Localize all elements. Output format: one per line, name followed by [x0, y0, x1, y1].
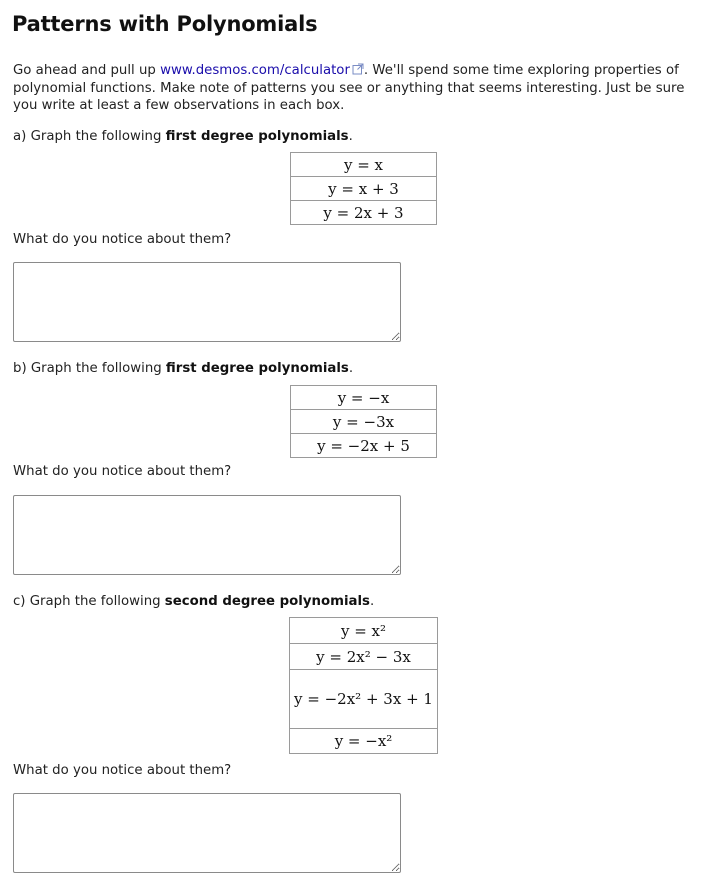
part-c-prompt	[13, 594, 374, 609]
intro-paragraph	[13, 62, 703, 115]
part-c-question: What do you notice about them?	[13, 763, 232, 778]
part-b-prompt	[13, 361, 353, 376]
intro-text-start: Go ahead and pull up	[13, 63, 161, 78]
part-a-equation-table	[290, 152, 437, 225]
part-a-answer-box[interactable]	[13, 262, 401, 342]
desmos-link[interactable]: www.desmos.com/calculator	[160, 63, 350, 78]
equation-cell: y = −3x	[291, 410, 437, 434]
part-b-question: What do you notice about them?	[13, 464, 232, 479]
part-a-prefix: a) Graph the following	[13, 129, 166, 144]
equation-cell: y = −x²	[290, 729, 438, 754]
part-a-prompt	[13, 129, 353, 144]
part-a-bold: first degree polynomials	[165, 129, 349, 144]
part-b-suffix: .	[348, 361, 354, 376]
equation-cell: y = 2x + 3	[291, 201, 437, 225]
part-c-prefix: c) Graph the following	[13, 594, 165, 609]
equation-cell: y = x + 3	[291, 177, 437, 201]
part-c-suffix: .	[369, 594, 375, 609]
part-b-equation-table	[290, 385, 437, 458]
page-title: Patterns with Polynomials	[12, 12, 318, 36]
part-c-answer-box[interactable]	[13, 793, 401, 873]
equation-cell: y = −x	[291, 386, 437, 410]
part-a-question: What do you notice about them?	[13, 232, 232, 247]
part-c-equation-table	[289, 617, 438, 754]
equation-cell: y = −2x + 5	[291, 434, 437, 458]
equation-cell: y = x	[291, 153, 437, 177]
part-b-answer-box[interactable]	[13, 495, 401, 575]
external-link-icon[interactable]	[352, 63, 364, 75]
intro-text-end: . We'll spend some time exploring properties of polynomial functions. Make note of patterns you see or anything that seems interesting. Just be sure you write at least a few observations in each box.	[13, 63, 685, 113]
part-b-prefix: b) Graph the following	[13, 361, 166, 376]
equation-cell: y = −2x² + 3x + 1	[290, 670, 438, 729]
part-b-bold: first degree polynomials	[165, 361, 349, 376]
part-a-suffix: .	[348, 129, 353, 144]
equation-cell: y = x²	[290, 618, 438, 644]
equation-cell: y = 2x² − 3x	[290, 644, 438, 670]
part-c-bold: second degree polynomials	[164, 594, 370, 609]
